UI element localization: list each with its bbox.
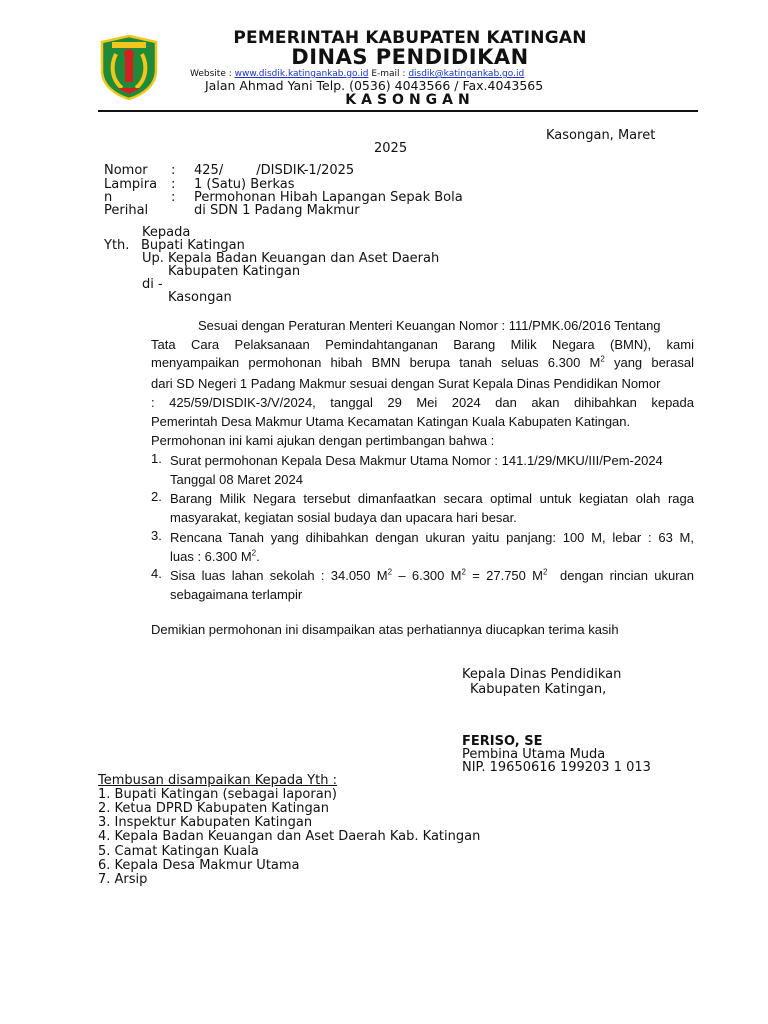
lampiran-sep: : <box>171 177 176 192</box>
list-item: Sisa luas lahan sekolah : 34.050 $M^2 - 6.300$ $M^2 = 27.750$ $M^2$ dengan rincian ukuran <box>170 567 694 583</box>
header-divider <box>98 110 698 112</box>
list-item: masyarakat, kegiatan sosial budaya dan upacara hari besar. <box>170 510 517 525</box>
header-address: Jalan Ahmad Yani Telp. (0536) 4043566 / Fax.4043565 <box>205 78 544 93</box>
list-item: sebagaimana terlampir <box>170 587 303 602</box>
perihal-sep: : <box>171 190 176 205</box>
header-agency: DINAS PENDIDIKAN <box>291 45 529 69</box>
list-item: Barang Milik Negara tersebut dimanfaatkan secara optimal untuk kegiatan olah raga <box>170 491 694 506</box>
signature-title-2: Kabupaten Katingan, <box>470 682 607 697</box>
list-item: Tanggal 08 Maret 2024 <box>170 472 303 487</box>
cc-item: 7. Arsip <box>98 872 148 887</box>
perihal-value: Permohonan Hibah Lapangan Sepak Bola <box>194 190 463 205</box>
body-intro: Permohonan ini kami ajukan dengan pertimbangan bahwa : <box>151 433 495 448</box>
letter-place: Kasongan, Maret <box>546 128 656 143</box>
header-city: KASONGAN <box>345 92 475 108</box>
signature-title: Kepala Dinas Pendidikan <box>462 667 622 682</box>
lampiran-value: 1 (Satu) Berkas <box>194 177 295 192</box>
signature-rank: Pembina Utama Muda <box>462 747 606 762</box>
list-number: 2. <box>151 489 162 504</box>
recipient-up: Up. Kepala Badan Keuangan dan Aset Daerah <box>142 251 440 266</box>
website-link[interactable]: www.disdik.katingankab.go.id <box>234 69 369 79</box>
list-number: 3. <box>151 528 162 543</box>
closing-text: Demikian permohonan ini disampaikan atas perhatiannya diucapkan terima kasih <box>151 622 619 637</box>
cc-item: 5. Camat Katingan Kuala <box>98 844 259 859</box>
cc-item: 2. Ketua DPRD Kabupaten Katingan <box>98 801 329 816</box>
body-line: Sesuai dengan Peraturan Menteri Keuangan Nomor : 111/PMK.06/2016 Tentang <box>198 318 661 333</box>
list-number: 1. <box>151 451 162 466</box>
recipient-kepada: Kepada <box>142 225 191 240</box>
recipient-di: di - <box>142 277 163 292</box>
nomor-value: 425/ /DISDIK-1/2025 <box>194 163 355 178</box>
email-link[interactable]: disdik@katingankab.go.id <box>408 69 525 79</box>
signature-name: FERISO, SE <box>462 734 543 749</box>
body-line: menyampaikan permohonan hibah BMN berupa tanah seluas 6.300 $M^2$ yang berasal <box>151 354 694 370</box>
recipient-yth: Yth. <box>104 238 130 253</box>
lampiran-label-wrap: n <box>104 190 113 205</box>
recipient-name: Bupati Katingan <box>141 238 245 253</box>
cc-item: 3. Inspektur Kabupaten Katingan <box>98 815 313 830</box>
list-item: luas : 6.300 $M^2$. <box>170 548 260 564</box>
body-line: Pemerintah Desa Makmur Utama Kecamatan Katingan Kuala Kabupaten Katingan. <box>151 414 631 429</box>
cc-item: 4. Kepala Badan Keuangan dan Aset Daerah Kab. Katingan <box>98 829 481 844</box>
cc-item: 1. Bupati Katingan (sebagai laporan) <box>98 787 337 802</box>
perihal-label: Perihal <box>104 203 149 218</box>
body-line: dari SD Negeri 1 Padang Makmur sesuai dengan Surat Kepala Dinas Pendidikan Nomor <box>151 376 661 391</box>
recipient-up-2: Kabupaten Katingan <box>168 264 301 279</box>
signature-nip: NIP. 19650616 199203 1 013 <box>462 760 651 775</box>
body-line: Tata Cara Pelaksanaan Pemindahtanganan Barang Milik Negara (BMN), kami <box>151 337 694 352</box>
letter-year: 2025 <box>374 141 408 156</box>
header-contact: Website : www.disdik.katingankab.go.id E-mail : disdik@katingankab.go.id <box>190 69 525 79</box>
recipient-place: Kasongan <box>168 290 232 305</box>
cc-item: 6. Kepala Desa Makmur Utama <box>98 858 300 873</box>
body-line: : 425/59/DISDIK-3/V/2024, tanggal 29 Mei 2024 dan akan dihibahkan kepada <box>151 395 694 410</box>
header-government: PEMERINTAH KABUPATEN KATINGAN <box>233 28 587 48</box>
perihal-value-2: di SDN 1 Padang Makmur <box>194 203 360 218</box>
list-item: Surat permohonan Kepala Desa Makmur Utama Nomor : 141.1/29/MKU/III/Pem-2024 <box>170 453 663 468</box>
list-item: Rencana Tanah yang dihibahkan dengan ukuran yaitu panjang: 100 M, lebar : 63 M, <box>170 530 694 545</box>
lampiran-label: Lampira <box>104 177 158 192</box>
cc-heading: Tembusan disampaikan Kepada Yth : <box>98 773 337 788</box>
list-number: 4. <box>151 566 162 581</box>
nomor-sep: : <box>171 163 176 178</box>
nomor-label: Nomor <box>104 163 148 178</box>
